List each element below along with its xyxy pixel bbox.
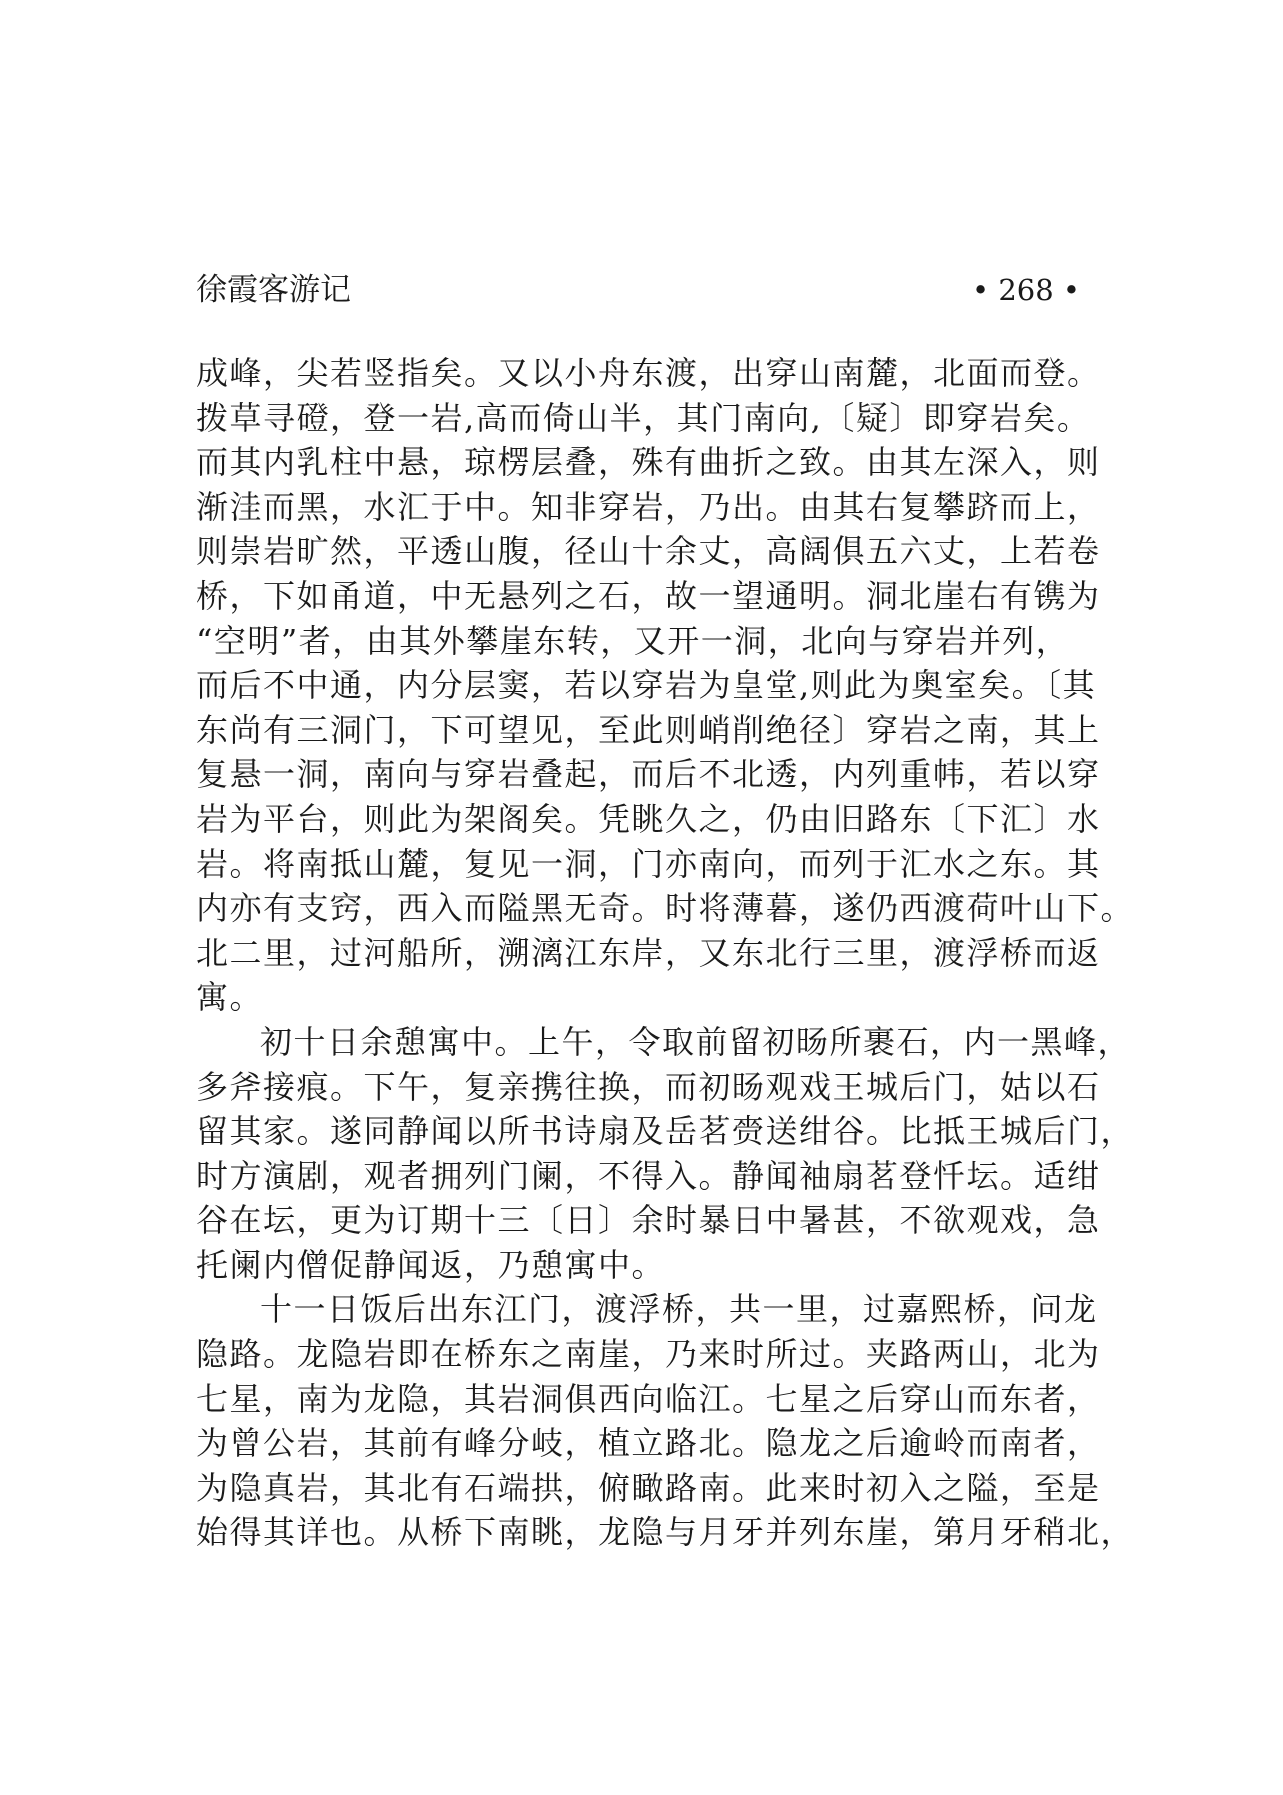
text-line: 初十日余憩寓中。上午，令取前留初旸所裹石，内一黑峰， bbox=[260, 1022, 1132, 1061]
text-line: 成峰，尖若竖指矣。又以小舟东渡，出穿山南麓，北面而登。 bbox=[196, 354, 1101, 392]
text-line: 则崇岩旷然，平透山腹，径山十余丈，高阔俱五六丈，上若卷 bbox=[196, 532, 1101, 571]
text-line: 岩。将南抵山麓，复见一洞，门亦南向，而列于汇水之东。其 bbox=[196, 844, 1101, 883]
text-line: 为隐真岩，其北有石端拱，俯瞰路南。此来时初入之隘，至是 bbox=[196, 1468, 1101, 1507]
page-header bbox=[196, 270, 1086, 310]
text-line: 岩为平台，则此为架阁矣。凭眺久之，仍由旧路东〔下汇〕水 bbox=[196, 799, 1101, 838]
text-line: 为曾公岩，其前有峰分岐，植立路北。隐龙之后逾岭而南者， bbox=[196, 1424, 1101, 1463]
text-line: 留其家。遂同静闻以所书诗扇及岳茗赍送绀谷。比抵王城后门， bbox=[196, 1112, 1135, 1151]
text-line: 时方演剧，观者拥列门阑，不得入。静闻袖扇茗登忏坛。适绀 bbox=[196, 1156, 1101, 1195]
body-text bbox=[196, 351, 1135, 1555]
text-line: 内亦有支窍，西入而隘黑无奇。时将薄暮，遂仍西渡荷叶山下。 bbox=[196, 889, 1135, 928]
text-line: 谷在坛，更为订期十三〔日〕余时暴日中暑甚，不欲观戏，急 bbox=[196, 1201, 1101, 1240]
text-line: 十一日饭后出东江门，渡浮桥，共一里，过嘉熙桥，问龙 bbox=[260, 1290, 1098, 1329]
page-number: • 268 • bbox=[972, 273, 1080, 307]
text-line: 桥，下如甬道，中无悬列之石，故一望通明。洞北崖右有镌为 bbox=[196, 576, 1101, 615]
text-line: 隐路。龙隐岩即在桥东之南崖，乃来时所过。夹路两山，北为 bbox=[196, 1335, 1101, 1374]
text-line: 渐洼而黑，水汇于中。知非穿岩，乃出。由其右复攀跻而上， bbox=[196, 487, 1101, 526]
text-line: 而后不中通，内分层窦，若以穿岩为皇堂,则此为奥室矣。〔其 bbox=[196, 666, 1097, 705]
text-line: 而其内乳柱中悬，琼楞层叠，殊有曲折之致。由其左深入，则 bbox=[196, 443, 1101, 482]
text-line: 拨草寻磴，登一岩,高而倚山半，其门南向,〔疑〕即穿岩矣。 bbox=[196, 398, 1091, 437]
text-line: 始得其详也。从桥下南眺，龙隐与月牙并列东崖，第月牙稍北， bbox=[196, 1513, 1135, 1552]
book-title: 徐霞客游记 bbox=[196, 272, 351, 308]
text-line: 寓。 bbox=[196, 978, 264, 1017]
text-line: 北二里，过河船所，溯漓江东岸，又东北行三里，渡浮桥而返 bbox=[196, 933, 1101, 972]
text-line: 七星，南为龙隐，其岩洞俱西向临江。七星之后穿山而东者， bbox=[196, 1379, 1101, 1418]
text-line: 多斧接痕。下午，复亲携往换，而初旸观戏王城后门，姑以石 bbox=[196, 1067, 1101, 1106]
text-line: “空明”者，由其外攀崖东转，又开一洞，北向与穿岩并列， bbox=[196, 621, 1070, 660]
text-line: 复悬一洞，南向与穿岩叠起，而后不北透，内列重帏，若以穿 bbox=[196, 755, 1101, 794]
text-line: 托阑内僧促静闻返，乃憩寓中。 bbox=[196, 1245, 666, 1284]
text-line: 东尚有三洞门，下可望见，至此则峭削绝径〕穿岩之南，其上 bbox=[196, 710, 1101, 749]
